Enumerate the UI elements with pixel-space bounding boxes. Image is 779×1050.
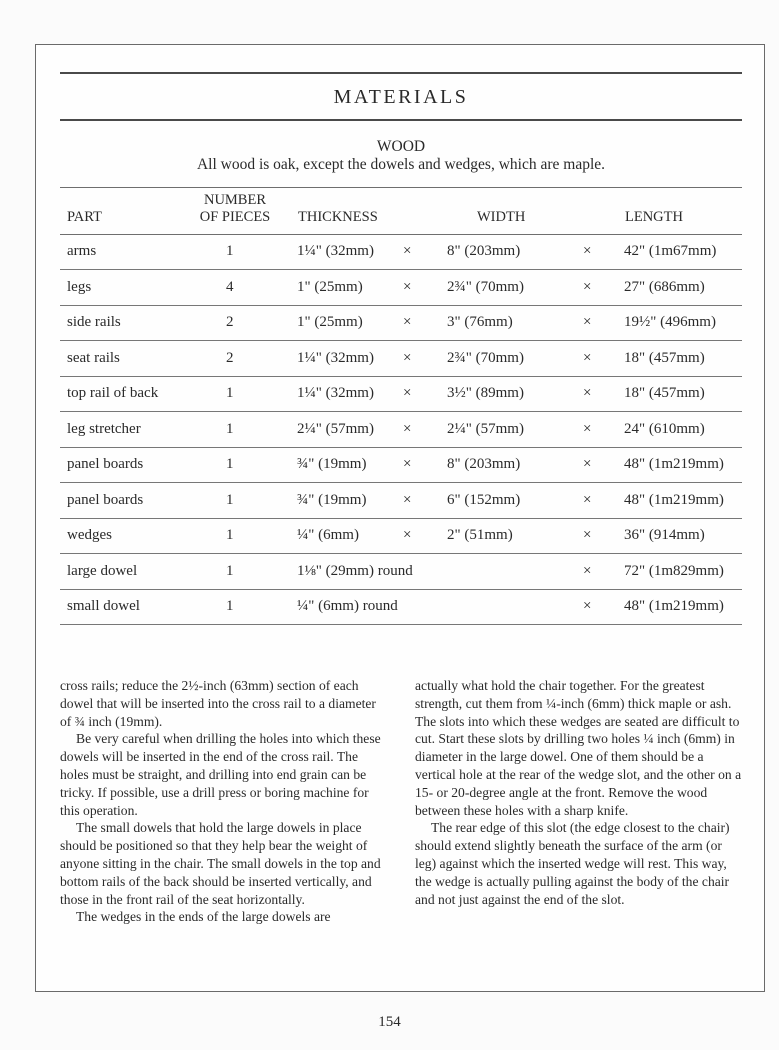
column-header-number-line2: OF PIECES [199, 209, 271, 225]
table-row [60, 306, 742, 341]
length-cell: 36" (914mm) [624, 527, 705, 543]
length-cell: 72" (1m829mm) [624, 562, 724, 579]
times-symbol: × [403, 278, 412, 295]
column-header-width: WIDTH [477, 209, 526, 225]
times-symbol: × [403, 385, 412, 401]
pieces-cell: 1 [226, 527, 234, 543]
pieces-cell: 2 [226, 349, 234, 366]
times-symbol: × [583, 420, 592, 437]
thickness-cell: ¼" (6mm) round [297, 598, 398, 614]
length-cell: 48" (1m219mm) [624, 456, 724, 472]
part-cell: small dowel [67, 598, 140, 614]
thickness-cell: ¾" (19mm) [297, 456, 367, 472]
times-symbol: × [403, 349, 412, 366]
body-column-left [60, 677, 390, 926]
times-symbol: × [403, 420, 412, 437]
thickness-cell: 1¼" (32mm) [297, 385, 374, 401]
thickness-cell: ¾" (19mm) [297, 491, 367, 508]
section-label: WOOD [376, 138, 426, 155]
pieces-cell: 1 [226, 456, 234, 472]
paragraph: The small dowels that hold the large dowels in place should be positioned so that they help bear the weight of anyone sitting in the chair. The small dowels in the top and bottom rails of the back should be inserted vertically, and those in the front rail of the seat horizontally. [60, 820, 381, 907]
header-top-rule [60, 187, 742, 188]
thickness-cell: 1¼" (32mm) [297, 349, 374, 366]
top-rule [60, 72, 742, 74]
times-symbol: × [583, 278, 592, 295]
paragraph: cross rails; reduce the 2½-inch (63mm) section of each dowel that will be inserted into the cross rail to a diameter of ¾ inch (19mm). [60, 678, 376, 729]
length-cell: 48" (1m219mm) [624, 491, 724, 508]
table-row [60, 342, 742, 377]
column-header-thickness: THICKNESS [298, 209, 378, 225]
part-cell: large dowel [67, 562, 138, 579]
table-row [60, 235, 742, 270]
part-cell: wedges [67, 527, 112, 543]
pieces-cell: 1 [226, 420, 234, 437]
page-title: MATERIALS [333, 86, 469, 108]
times-symbol: × [403, 527, 412, 543]
table-row [60, 519, 742, 554]
times-symbol: × [583, 527, 592, 543]
part-cell: seat rails [67, 349, 120, 366]
thickness-cell: 1¼" (32mm) [297, 243, 374, 259]
table-row [60, 590, 742, 625]
times-symbol: × [403, 491, 412, 508]
length-cell: 24" (610mm) [624, 420, 705, 437]
column-header-number-line1: NUMBER [203, 192, 267, 208]
times-symbol: × [583, 243, 592, 259]
thickness-cell: ¼" (6mm) [297, 527, 359, 543]
pieces-cell: 1 [226, 598, 234, 614]
width-cell: 8" (203mm) [447, 243, 521, 259]
paragraph: The rear edge of this slot (the edge closest to the chair) should extend slightly beneath the surface of the arm (or leg) against which the inserted wedge will rest. This way, the wedge is actually pulling against the body of the chair and not just against the end of the slot. [415, 820, 730, 907]
pieces-cell: 1 [226, 243, 234, 259]
thickness-cell: 1" (25mm) [297, 314, 363, 330]
width-cell: 2¾" (70mm) [447, 278, 524, 295]
part-cell: panel boards [67, 456, 144, 472]
length-cell: 42" (1m67mm) [624, 243, 717, 259]
pieces-cell: 4 [226, 278, 234, 295]
width-cell: 2" (51mm) [447, 527, 513, 543]
table-row [60, 555, 742, 590]
width-cell: 6" (152mm) [447, 491, 521, 508]
times-symbol: × [583, 562, 592, 579]
length-cell: 19½" (496mm) [624, 314, 716, 330]
times-symbol: × [583, 491, 592, 508]
part-cell: arms [67, 243, 97, 259]
width-cell: 2¼" (57mm) [447, 420, 524, 437]
table-row [60, 377, 742, 412]
width-cell: 3" (76mm) [447, 314, 513, 330]
times-symbol: × [583, 385, 592, 401]
times-symbol: × [403, 243, 412, 259]
part-cell: panel boards [67, 491, 144, 508]
length-cell: 27" (686mm) [624, 278, 705, 295]
title-rule [60, 119, 742, 121]
table-row [60, 448, 742, 483]
pieces-cell: 2 [226, 314, 234, 330]
times-symbol: × [583, 349, 592, 366]
paragraph: actually what hold the chair together. For the greatest strength, cut them from ¼-inch (6mm) thick maple or ash. The slots into which these wedges are seated are difficult to cut. Start these slots by drilling two holes ¼ inch (6mm) in diameter in the large dowel. One of them should be a vertical hole at the rear of the wedge slot, and the other on a 15- or 20-degree angle at the front. Remove the wood between these holes with a sharp knife. [415, 678, 742, 818]
pieces-cell: 1 [226, 562, 234, 579]
row-rule [60, 624, 742, 625]
times-symbol: × [583, 456, 592, 472]
paragraph: The wedges in the ends of the large dowels are [76, 909, 331, 925]
table-row [60, 413, 742, 448]
width-cell: 3½" (89mm) [447, 385, 524, 401]
thickness-cell: 1⅛" (29mm) round [297, 562, 413, 579]
section-note: All wood is oak, except the dowels and wedges, which are maple. [196, 156, 606, 173]
page-number: 154 [378, 1014, 401, 1030]
length-cell: 48" (1m219mm) [624, 598, 724, 614]
thickness-cell: 2¼" (57mm) [297, 420, 374, 437]
times-symbol: × [583, 598, 592, 614]
times-symbol: × [583, 314, 592, 330]
column-header-length: LENGTH [625, 209, 683, 225]
length-cell: 18" (457mm) [624, 385, 705, 401]
width-cell: 2¾" (70mm) [447, 349, 524, 366]
width-cell: 8" (203mm) [447, 456, 521, 472]
times-symbol: × [403, 314, 412, 330]
paragraph: Be very careful when drilling the holes into which these dowels will be inserted in the end of the cross rail. The holes must be straight, and drilling into end grain can be tricky. If possible, use a drill press or boring machine for this operation. [60, 731, 381, 818]
part-cell: side rails [67, 314, 121, 330]
table-row [60, 271, 742, 306]
table-row [60, 484, 742, 519]
pieces-cell: 1 [226, 385, 234, 401]
column-header-part: PART [67, 209, 102, 225]
body-column-right [415, 677, 745, 908]
pieces-cell: 1 [226, 491, 234, 508]
times-symbol: × [403, 456, 412, 472]
part-cell: legs [67, 278, 92, 295]
column-header-number [192, 192, 278, 226]
thickness-cell: 1" (25mm) [297, 278, 363, 295]
length-cell: 18" (457mm) [624, 349, 705, 366]
part-cell: leg stretcher [67, 420, 141, 437]
part-cell: top rail of back [67, 385, 159, 401]
